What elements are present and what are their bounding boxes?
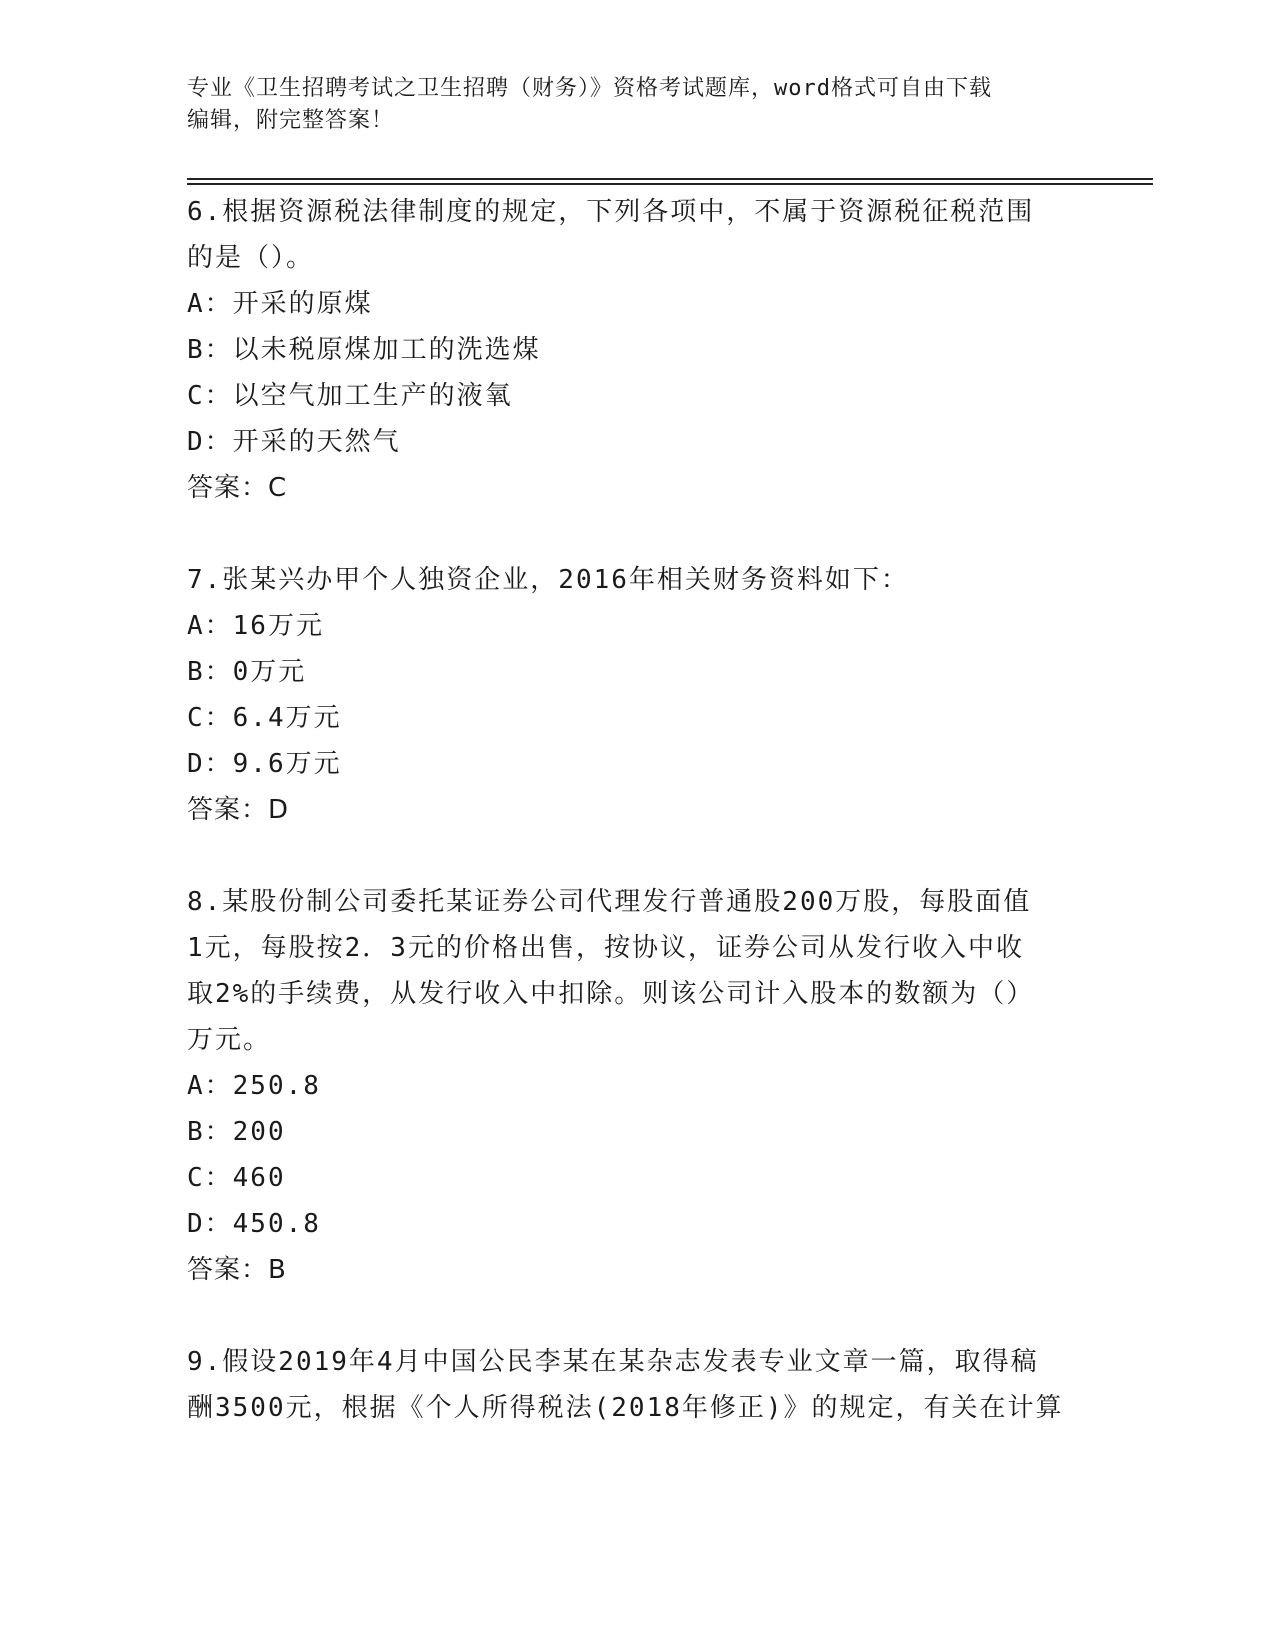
- option-c: C：6.4万元: [187, 703, 342, 733]
- option-b: B：0万元: [187, 657, 307, 687]
- document-header: [187, 73, 1087, 137]
- option-c: C：460: [187, 1163, 286, 1193]
- option-c: C：以空气加工生产的液氧: [187, 381, 513, 411]
- question-text: 8.某股份制公司委托某证券公司代理发行普通股200万股，每股面值: [187, 887, 1032, 917]
- spacer: [187, 1293, 1087, 1339]
- option-b: B：200: [187, 1117, 286, 1147]
- header-line-1: 专业《卫生招聘考试之卫生招聘（财务）》资格考试题库，word格式可自由下载: [187, 76, 992, 101]
- question-6: [187, 189, 1087, 511]
- question-text: 6.根据资源税法律制度的规定，下列各项中，不属于资源税征税范围: [187, 197, 1035, 227]
- question-text: 的是（）。: [187, 243, 315, 273]
- option-d: D：450.8: [187, 1209, 321, 1239]
- question-text: 取2%的手续费，从发行收入中扣除。则该公司计入股本的数额为（）: [187, 979, 1035, 1009]
- question-text: 万元。: [187, 1025, 272, 1055]
- question-9: [187, 1339, 1087, 1431]
- question-8: [187, 879, 1087, 1293]
- spacer: [187, 511, 1087, 557]
- option-b: B：以未税原煤加工的洗选煤: [187, 335, 541, 365]
- answer: 答案：C: [187, 473, 288, 503]
- question-text: 1元，每股按2．3元的价格出售，按协议，证券公司从发行收入中收: [187, 933, 1024, 963]
- header-divider-top: [187, 178, 1153, 180]
- option-a: A：16万元: [187, 611, 324, 641]
- header-divider-bottom: [187, 183, 1153, 185]
- option-a: A：250.8: [187, 1071, 321, 1101]
- question-list: [187, 189, 1087, 1431]
- question-text: 7.张某兴办甲个人独资企业，2016年相关财务资料如下：: [187, 565, 909, 595]
- option-d: D：开采的天然气: [187, 427, 401, 457]
- question-text: 酬3500元，根据《个人所得税法(2018年修正)》的规定，有关在计算: [187, 1393, 1064, 1423]
- answer: 答案：B: [187, 1255, 287, 1285]
- answer: 答案：D: [187, 795, 290, 825]
- option-a: A：开采的原煤: [187, 289, 373, 319]
- header-line-2: 编辑，附完整答案！: [187, 108, 395, 133]
- question-text: 9.假设2019年4月中国公民李某在某杂志发表专业文章一篇，取得稿: [187, 1347, 1039, 1377]
- spacer: [187, 833, 1087, 879]
- option-d: D：9.6万元: [187, 749, 342, 779]
- question-7: [187, 557, 1087, 833]
